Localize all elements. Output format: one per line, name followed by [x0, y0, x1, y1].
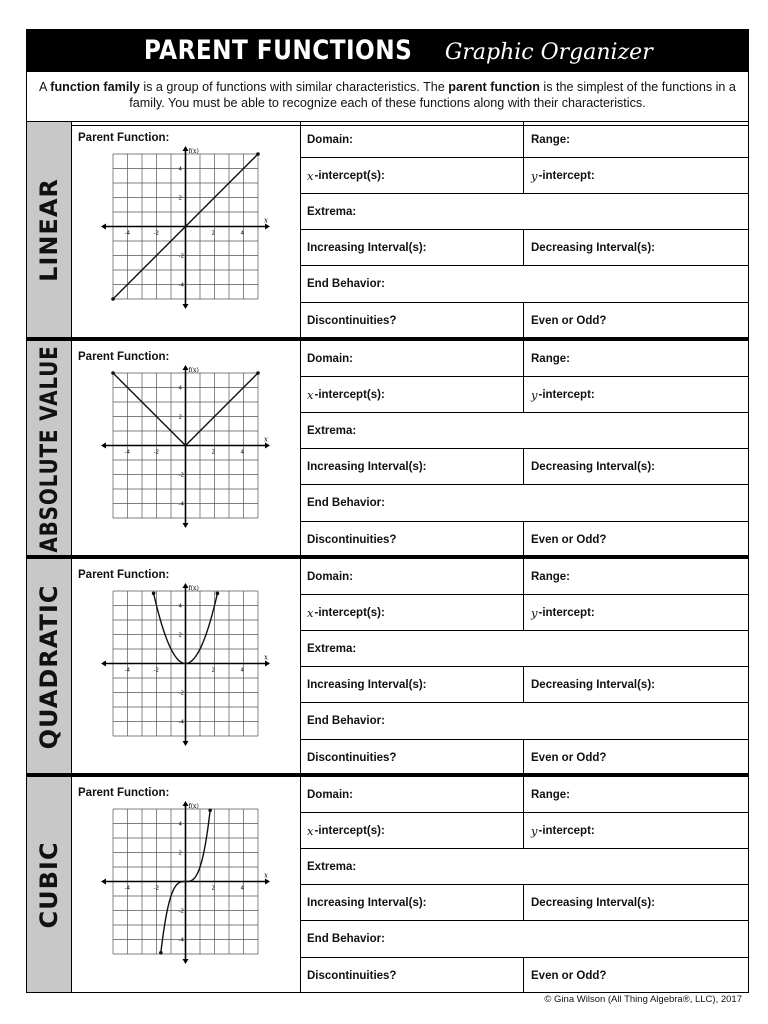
- info-row: [300, 958, 748, 993]
- discontinuities-label: Discontinuities?: [307, 751, 397, 764]
- y-tick-label: -4: [178, 719, 184, 726]
- info-row: [300, 703, 748, 740]
- x-axis-label: x: [264, 871, 268, 880]
- curve-arrow-tip: [111, 371, 115, 375]
- linear-graph: [99, 146, 273, 316]
- intro-part: A: [39, 80, 51, 94]
- y-axis-label: f(x): [188, 803, 199, 810]
- end-behavior-label: End Behavior:: [307, 497, 385, 509]
- x-tick-label: 2: [211, 667, 215, 674]
- even-odd-label: Even or Odd?: [531, 533, 607, 546]
- y-intercept-label: -intercept:: [538, 388, 595, 401]
- x-tick-label: -4: [124, 230, 130, 237]
- curve-arrow-tip: [152, 592, 156, 596]
- y-intercept-label: -intercept:: [538, 169, 595, 182]
- parent-function-label: Parent Function:: [78, 351, 170, 363]
- variable-label: x: [307, 387, 314, 402]
- y-tick-label: 2: [178, 850, 182, 857]
- x-axis-label: x: [264, 216, 268, 225]
- x-intercepts-label: -intercept(s):: [314, 388, 385, 401]
- end-behavior-cell[interactable]: [300, 703, 748, 739]
- info-row: [300, 559, 748, 595]
- y-axis-arrow: [183, 523, 189, 528]
- discontinuities-cell[interactable]: [300, 303, 524, 338]
- discontinuities-cell[interactable]: [300, 958, 524, 993]
- variable-label: x: [307, 168, 314, 183]
- x-tick-label: 4: [240, 230, 244, 237]
- y-tick-label: 4: [178, 821, 182, 828]
- domain-cell[interactable]: [300, 122, 524, 157]
- even-odd-label: Even or Odd?: [531, 969, 607, 982]
- domain-label: Domain:: [307, 788, 353, 801]
- curve-arrow-tip: [256, 152, 260, 156]
- curve-arrow-tip: [208, 808, 212, 812]
- extrema-label: Extrema:: [307, 642, 357, 655]
- variable-label: x: [307, 605, 314, 620]
- end-behavior-label: End Behavior:: [307, 278, 385, 290]
- decreasing-label: Decreasing Interval(s):: [531, 460, 655, 473]
- info-row: [300, 667, 748, 703]
- range-label: Range:: [531, 352, 570, 365]
- even-odd-cell[interactable]: [524, 522, 748, 557]
- range-cell[interactable]: [524, 122, 748, 157]
- info-row: [300, 813, 748, 849]
- absolute-graph: [99, 365, 273, 535]
- x-tick-label: -4: [124, 885, 130, 892]
- domain-label: Domain:: [307, 133, 353, 146]
- y-intercept-cell[interactable]: [524, 377, 748, 412]
- increasing-label: Increasing Interval(s):: [307, 241, 427, 254]
- decreasing-label: Decreasing Interval(s):: [531, 241, 655, 254]
- increasing-cell[interactable]: [300, 449, 524, 484]
- curve-arrow-tip: [111, 297, 115, 301]
- even-odd-cell[interactable]: [524, 958, 748, 993]
- y-tick-label: -4: [178, 282, 184, 289]
- page-subtitle: Graphic Organizer: [444, 40, 653, 65]
- info-row: [300, 303, 748, 338]
- x-axis-label: x: [264, 653, 268, 662]
- x-tick-label: 2: [211, 449, 215, 456]
- x-tick-label: -2: [153, 449, 159, 456]
- parent-function-label: Parent Function:: [78, 787, 170, 799]
- domain-cell[interactable]: [300, 341, 524, 376]
- section-label: CUBIC: [35, 841, 63, 928]
- page-title: PARENT FUNCTIONS: [144, 35, 413, 66]
- extrema-label: Extrema:: [307, 205, 357, 218]
- intro-term-parent-function: parent function: [448, 80, 540, 94]
- decreasing-label: Decreasing Interval(s):: [531, 896, 655, 909]
- info-row: [300, 777, 748, 813]
- x-intercepts-cell[interactable]: [300, 595, 524, 630]
- y-tick-label: -4: [178, 501, 184, 508]
- y-tick-label: -2: [178, 690, 184, 697]
- info-row: [300, 122, 748, 158]
- y-tick-label: -2: [178, 472, 184, 479]
- section-quadratic: [26, 555, 749, 775]
- increasing-label: Increasing Interval(s):: [307, 460, 427, 473]
- variable-label: y: [531, 823, 538, 838]
- quadratic-graph: [99, 583, 273, 753]
- info-row: [300, 194, 748, 230]
- cubic-graph: [99, 801, 273, 971]
- section-label-column: [27, 777, 72, 992]
- range-cell[interactable]: [524, 341, 748, 376]
- y-tick-label: -2: [178, 908, 184, 915]
- copyright-footer: © Gina Wilson (All Thing Algebra®, LLC), 2017: [544, 994, 742, 1005]
- decreasing-cell[interactable]: [524, 885, 748, 920]
- end-behavior-cell[interactable]: [300, 485, 748, 521]
- end-behavior-label: End Behavior:: [307, 933, 385, 945]
- variable-label: x: [307, 823, 314, 838]
- end-behavior-cell[interactable]: [300, 266, 748, 302]
- y-intercept-cell[interactable]: [524, 158, 748, 193]
- discontinuities-label: Discontinuities?: [307, 314, 397, 327]
- decreasing-cell[interactable]: [524, 230, 748, 265]
- discontinuities-cell[interactable]: [300, 740, 524, 775]
- info-row: [300, 266, 748, 303]
- x-axis-arrow: [101, 224, 106, 230]
- x-tick-label: 4: [240, 667, 244, 674]
- x-tick-label: 2: [211, 230, 215, 237]
- decreasing-label: Decreasing Interval(s):: [531, 678, 655, 691]
- parent-function-cell[interactable]: [71, 122, 301, 337]
- parent-function-label: Parent Function:: [78, 569, 170, 581]
- range-label: Range:: [531, 570, 570, 583]
- range-cell[interactable]: [524, 559, 748, 594]
- x-intercepts-cell[interactable]: [300, 813, 524, 848]
- parent-function-cell[interactable]: [71, 559, 301, 774]
- domain-label: Domain:: [307, 352, 353, 365]
- x-tick-label: -2: [153, 230, 159, 237]
- y-tick-label: -2: [178, 253, 184, 260]
- info-row: [300, 921, 748, 958]
- info-row: [300, 631, 748, 667]
- section-label: QUADRATIC: [35, 584, 63, 749]
- info-row: [300, 341, 748, 377]
- y-intercept-cell[interactable]: [524, 595, 748, 630]
- discontinuities-cell[interactable]: [300, 522, 524, 557]
- curve-arrow-tip: [159, 951, 163, 955]
- section-label-column: [27, 559, 72, 774]
- extrema-cell[interactable]: [300, 194, 748, 229]
- info-row: [300, 595, 748, 631]
- section-label: ABSOLUTE VALUE: [35, 344, 63, 553]
- x-intercepts-cell[interactable]: [300, 158, 524, 193]
- discontinuities-label: Discontinuities?: [307, 969, 397, 982]
- x-intercepts-label: -intercept(s):: [314, 606, 385, 619]
- extrema-label: Extrema:: [307, 860, 357, 873]
- y-tick-label: 4: [178, 385, 182, 392]
- decreasing-cell[interactable]: [524, 449, 748, 484]
- y-axis-arrow: [183, 304, 189, 309]
- y-intercept-cell[interactable]: [524, 813, 748, 848]
- info-row: [300, 230, 748, 266]
- x-intercepts-label: -intercept(s):: [314, 824, 385, 837]
- info-row: [300, 522, 748, 557]
- discontinuities-label: Discontinuities?: [307, 533, 397, 546]
- range-cell[interactable]: [524, 777, 748, 812]
- y-axis-label: f(x): [188, 148, 199, 155]
- increasing-cell[interactable]: [300, 667, 524, 702]
- intro-term-function-family: function family: [50, 80, 140, 94]
- parent-function-cell[interactable]: [71, 341, 301, 556]
- info-row: [300, 849, 748, 885]
- info-row: [300, 413, 748, 449]
- extrema-cell[interactable]: [300, 631, 748, 666]
- section-label: LINEAR: [35, 177, 63, 282]
- y-intercept-label: -intercept:: [538, 606, 595, 619]
- y-axis-arrow: [183, 741, 189, 746]
- even-odd-cell[interactable]: [524, 740, 748, 775]
- extrema-cell[interactable]: [300, 849, 748, 884]
- intro-text: [26, 72, 749, 126]
- y-tick-label: -4: [178, 937, 184, 944]
- increasing-cell[interactable]: [300, 885, 524, 920]
- title-bar: [26, 29, 749, 72]
- info-row: [300, 377, 748, 413]
- even-odd-cell[interactable]: [524, 303, 748, 338]
- info-row: [300, 449, 748, 485]
- x-axis-arrow: [101, 879, 106, 885]
- end-behavior-label: End Behavior:: [307, 715, 385, 727]
- curve-arrow-tip: [216, 592, 220, 596]
- range-label: Range:: [531, 788, 570, 801]
- section-label-column: [27, 122, 72, 337]
- y-axis-label: f(x): [188, 585, 199, 592]
- x-intercepts-cell[interactable]: [300, 377, 524, 412]
- info-row: [300, 158, 748, 194]
- variable-label: y: [531, 168, 538, 183]
- x-tick-label: -4: [124, 449, 130, 456]
- x-tick-label: 4: [240, 449, 244, 456]
- increasing-label: Increasing Interval(s):: [307, 896, 427, 909]
- x-tick-label: 4: [240, 885, 244, 892]
- intro-part: is the simplest of the functions in a family. You must be able to recognize each of these functions along with their characteristics.: [129, 80, 736, 110]
- x-tick-label: -2: [153, 667, 159, 674]
- y-tick-label: 4: [178, 603, 182, 610]
- y-tick-label: 2: [178, 195, 182, 202]
- section-label-column: [27, 341, 72, 556]
- y-tick-label: 4: [178, 166, 182, 173]
- domain-cell[interactable]: [300, 559, 524, 594]
- info-row: [300, 485, 748, 522]
- section-cubic: [26, 773, 749, 993]
- x-tick-label: 2: [211, 885, 215, 892]
- section-linear: [26, 121, 749, 338]
- domain-label: Domain:: [307, 570, 353, 583]
- end-behavior-cell[interactable]: [300, 921, 748, 957]
- y-tick-label: 2: [178, 632, 182, 639]
- x-axis-arrow: [101, 661, 106, 667]
- x-axis-label: x: [264, 435, 268, 444]
- increasing-cell[interactable]: [300, 230, 524, 265]
- y-intercept-label: -intercept:: [538, 824, 595, 837]
- y-axis-arrow: [183, 959, 189, 964]
- decreasing-cell[interactable]: [524, 667, 748, 702]
- variable-label: y: [531, 605, 538, 620]
- even-odd-label: Even or Odd?: [531, 314, 607, 327]
- y-tick-label: 2: [178, 414, 182, 421]
- x-tick-label: -2: [153, 885, 159, 892]
- range-label: Range:: [531, 133, 570, 146]
- curve-arrow-tip: [256, 371, 260, 375]
- info-row: [300, 885, 748, 921]
- section-absolute: [26, 337, 749, 557]
- parent-function-cell[interactable]: [71, 777, 301, 992]
- variable-label: y: [531, 387, 538, 402]
- x-intercepts-label: -intercept(s):: [314, 169, 385, 182]
- extrema-cell[interactable]: [300, 413, 748, 448]
- info-row: [300, 740, 748, 775]
- x-axis-arrow: [101, 443, 106, 449]
- parent-function-label: Parent Function:: [78, 132, 170, 144]
- extrema-label: Extrema:: [307, 424, 357, 437]
- even-odd-label: Even or Odd?: [531, 751, 607, 764]
- y-axis-label: f(x): [188, 367, 199, 374]
- x-tick-label: -4: [124, 667, 130, 674]
- increasing-label: Increasing Interval(s):: [307, 678, 427, 691]
- domain-cell[interactable]: [300, 777, 524, 812]
- intro-part: is a group of functions with similar characteristics. The: [139, 80, 449, 94]
